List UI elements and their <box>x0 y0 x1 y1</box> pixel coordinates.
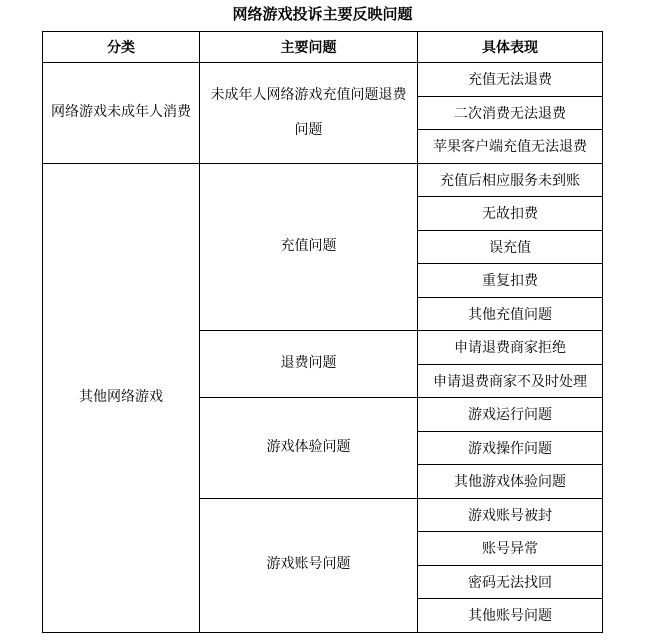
detail-cell: 申请退费商家拒绝 <box>418 331 603 365</box>
table-row <box>43 163 603 197</box>
detail-cell: 其他游戏体验问题 <box>418 465 603 499</box>
detail-cell: 充值后相应服务未到账 <box>418 163 603 197</box>
detail-cell: 游戏操作问题 <box>418 431 603 465</box>
main-problem-cell: 游戏体验问题 <box>200 398 418 499</box>
detail-cell: 误充值 <box>418 230 603 264</box>
detail-cell: 其他账号问题 <box>418 599 603 633</box>
detail-cell: 无故扣费 <box>418 197 603 231</box>
header-cell-main-problem: 主要问题 <box>200 32 418 63</box>
category-cell: 网络游戏未成年人消费 <box>43 63 200 164</box>
detail-cell: 重复扣费 <box>418 264 603 298</box>
category-cell: 其他网络游戏 <box>43 163 200 632</box>
page-title: 网络游戏投诉主要反映问题 <box>232 7 413 23</box>
main-problem-cell: 退费问题 <box>200 331 418 398</box>
table-row <box>43 63 603 97</box>
main-problem-cell: 充值问题 <box>200 163 418 331</box>
header-cell-detail: 具体表现 <box>418 32 603 63</box>
header-row <box>43 32 603 63</box>
detail-cell: 其他充值问题 <box>418 297 603 331</box>
detail-cell: 苹果客户端充值无法退费 <box>418 130 603 164</box>
header-cell-category: 分类 <box>43 32 200 63</box>
detail-cell: 充值无法退费 <box>418 63 603 97</box>
main-problem-cell: 游戏账号问题 <box>200 498 418 632</box>
main-problem-cell: 未成年人网络游戏充值问题退费问题 <box>200 63 418 164</box>
detail-cell: 账号异常 <box>418 532 603 566</box>
detail-cell: 游戏运行问题 <box>418 398 603 432</box>
complaint-table <box>42 31 603 633</box>
detail-cell: 二次消费无法退费 <box>418 96 603 130</box>
detail-cell: 申请退费商家不及时处理 <box>418 364 603 398</box>
detail-cell: 游戏账号被封 <box>418 498 603 532</box>
detail-cell: 密码无法找回 <box>418 565 603 599</box>
